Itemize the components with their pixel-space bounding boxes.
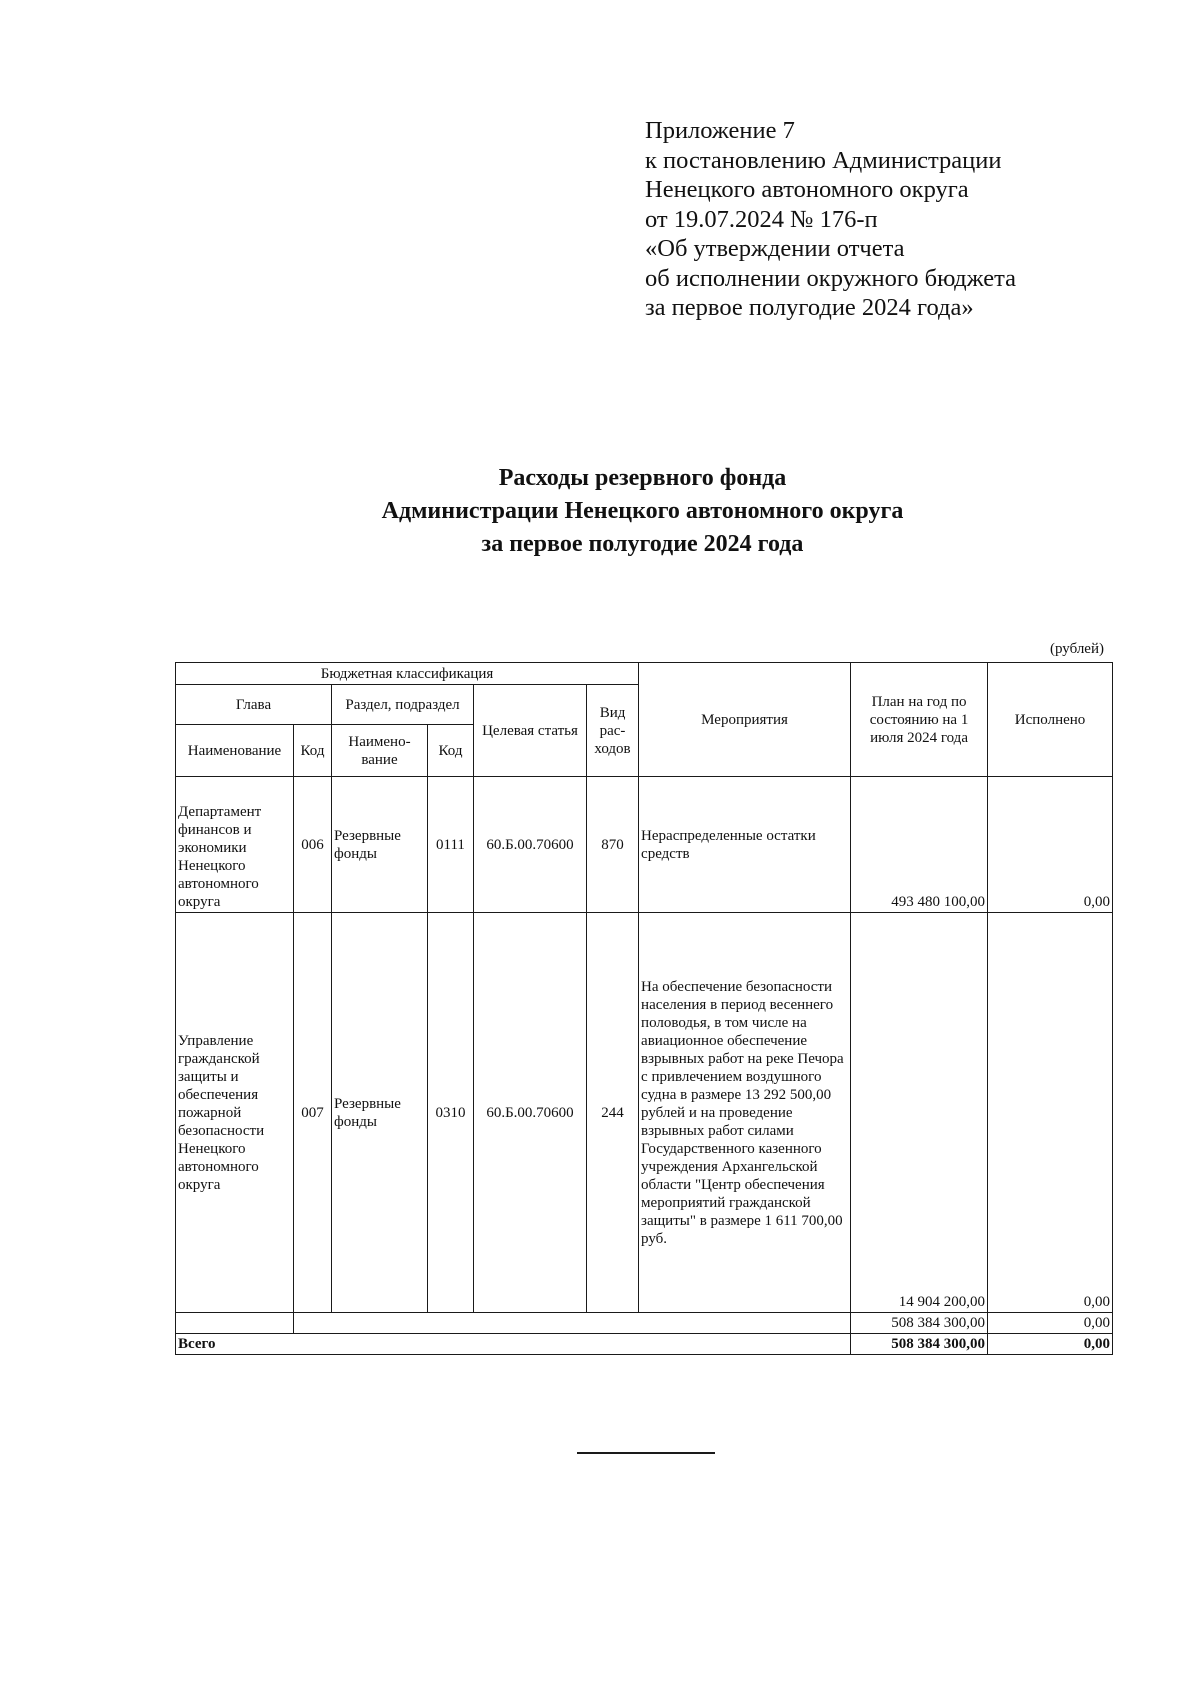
cell-empty	[294, 1313, 851, 1334]
subtotal-plan: 508 384 300,00	[851, 1313, 988, 1334]
closing-rule	[577, 1452, 715, 1454]
cell-plan: 14 904 200,00	[851, 913, 988, 1313]
cell-event: Нераспределенные остатки средств	[639, 777, 851, 913]
cell-event: На обеспечение безопасности населения в период весеннего половодья, в том числе на авиационное обеспечение взрывных работ на реке Печора с привлечением воздушного судна в размере 13 292 500,00 рублей и на проведение взрывных работ силами Государственного казенного учреждения Архангельской области "Центр обеспечения мероприятий гражданской защиты" в размере 1 611 700,00 руб.	[639, 913, 851, 1313]
header-plan: План на год по состоянию на 1 июля 2024 года	[851, 663, 988, 777]
table-row	[176, 777, 1113, 913]
appendix-line: от 19.07.2024 № 176-п	[645, 205, 878, 233]
appendix-line: к постановлению Администрации	[645, 146, 1002, 174]
appendix-line: об исполнении окружного бюджета	[645, 264, 1016, 292]
title-line: Администрации Ненецкого автономного округа	[381, 498, 904, 524]
header-row	[176, 663, 1113, 685]
header-chapter: Глава	[176, 685, 332, 725]
appendix-line: «Об утверждении отчета	[645, 235, 905, 262]
cell-chapter-name: Департамент финансов и экономики Ненецкого автономного округа	[176, 777, 294, 913]
appendix-line: Ненецкого автономного округа	[645, 176, 969, 203]
header-section-code: Код	[428, 725, 474, 777]
table-row	[176, 913, 1113, 1313]
total-executed: 0,00	[988, 1334, 1113, 1355]
cell-expense-type: 244	[587, 913, 639, 1313]
title-line: Расходы резервного фонда	[498, 465, 787, 491]
header-expense-type: Вид рас-ходов	[587, 685, 639, 777]
subtotal-row	[176, 1313, 1113, 1334]
cell-executed: 0,00	[988, 777, 1113, 913]
header-chapter-name: Наименование	[176, 725, 294, 777]
header-executed: Исполнено	[988, 663, 1113, 777]
header-events: Мероприятия	[639, 663, 851, 777]
cell-expense-type: 870	[587, 777, 639, 913]
cell-plan: 493 480 100,00	[851, 777, 988, 913]
appendix-line: Приложение 7	[645, 117, 795, 144]
cell-target-article: 60.Б.00.70600	[474, 777, 587, 913]
header-section-name: Наимено-вание	[332, 725, 428, 777]
subtotal-executed: 0,00	[988, 1313, 1113, 1334]
units-label: (рублей)	[1049, 641, 1104, 657]
header-budget-classification: Бюджетная классификация	[176, 663, 639, 685]
cell-section-name: Резервные фонды	[332, 913, 428, 1313]
cell-section-code: 0310	[428, 913, 474, 1313]
total-plan: 508 384 300,00	[851, 1334, 988, 1355]
cell-section-name: Резервные фонды	[332, 777, 428, 913]
title-line: за первое полугодие 2024 года	[481, 531, 804, 557]
cell-empty	[176, 1313, 294, 1334]
cell-target-article: 60.Б.00.70600	[474, 913, 587, 1313]
header-section: Раздел, подраздел	[332, 685, 474, 725]
cell-chapter-code: 006	[294, 777, 332, 913]
document-title	[0, 462, 1200, 561]
total-row	[176, 1334, 1113, 1355]
cell-executed: 0,00	[988, 913, 1113, 1313]
cell-section-code: 0111	[428, 777, 474, 913]
header-chapter-code: Код	[294, 725, 332, 777]
cell-chapter-code: 007	[294, 913, 332, 1313]
appendix-line: за первое полугодие 2024 года»	[645, 294, 974, 321]
appendix-header	[645, 116, 1016, 323]
total-label: Всего	[176, 1334, 851, 1355]
reserve-fund-table	[175, 662, 1113, 1355]
header-target-article: Целевая статья	[474, 685, 587, 777]
cell-chapter-name: Управление гражданской защиты и обеспечения пожарной безопасности Ненецкого автономного округа	[176, 913, 294, 1313]
